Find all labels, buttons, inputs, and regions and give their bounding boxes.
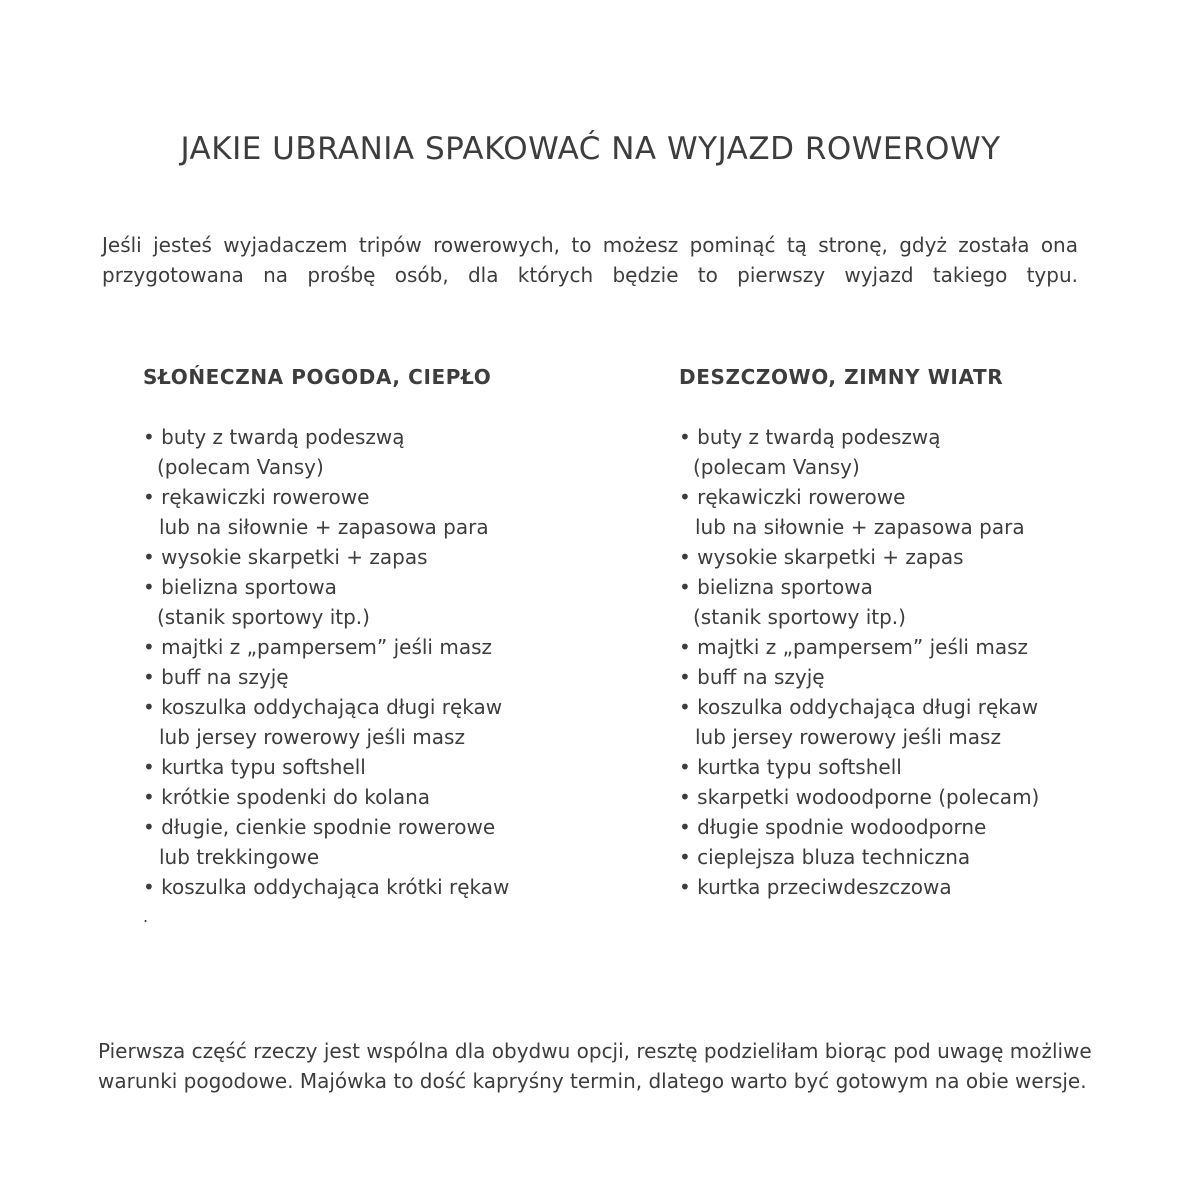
list-item-text: • kurtka typu softshell [679,755,902,779]
list-item-continuation: lub jersey rowerowy jeśli masz [159,725,465,749]
sunny-weather-list [143,422,543,902]
list-item-continuation: lub na siłownie + zapasowa para [695,515,1025,539]
list-item-text: • bielizna sportowa [143,575,337,599]
list-item [143,482,543,542]
list-item-text: • długie spodnie wodoodporne [679,815,987,839]
list-item-continuation: (polecam Vansy) [693,455,860,479]
list-item [679,842,1079,872]
list-item-continuation: (stanik sportowy itp.) [157,605,370,629]
stray-dot: . [143,907,149,926]
list-item-continuation: lub na siłownie + zapasowa para [159,515,489,539]
list-item-text: • buff na szyję [679,665,825,689]
list-item [679,872,1079,902]
list-item [143,572,543,632]
list-item [679,752,1079,782]
closing-line-1: Pierwsza część rzeczy jest wspólna dla obydwu opcji, resztę podzieliłam biorąc pod uwagę możliwe [98,1039,1092,1063]
list-item [679,812,1079,842]
closing-line-2: warunki pogodowe. Majówka to dość kapryśny termin, dlatego warto być gotowym na obie wersje. [98,1069,1087,1093]
list-item-continuation: (stanik sportowy itp.) [693,605,906,629]
list-item [679,482,1079,542]
closing-paragraph [98,1036,1092,1096]
list-item [679,572,1079,632]
intro-paragraph: Jeśli jesteś wyjadaczem tripów rowerowych, to możesz pominąć tą stronę, gdyż została ona przygotowana na prośbę osób, dla których będzie to pierwszy wyjazd takiego typu. [102,233,1078,287]
sunny-weather-heading: SŁOŃECZNA POGODA, CIEPŁO [143,365,492,389]
list-item-text: • koszulka oddychająca długi rękaw [143,695,503,719]
rainy-weather-heading: DESZCZOWO, ZIMNY WIATR [679,365,1004,389]
list-item [679,692,1079,752]
list-item-text: • buty z twardą podeszwą [143,425,405,449]
list-item-text: • kurtka przeciwdeszczowa [679,875,952,899]
list-item-text: • koszulka oddychająca krótki rękaw [143,875,510,899]
list-item-text: • buty z twardą podeszwą [679,425,941,449]
list-item [679,422,1079,482]
list-item [143,692,543,752]
list-item-text: • rękawiczki rowerowe [143,485,370,509]
rainy-weather-list [679,422,1079,902]
list-item [143,752,543,782]
page-title: JAKIE UBRANIA SPAKOWAĆ NA WYJAZD ROWEROWY [180,130,1001,167]
list-item [143,632,543,662]
list-item-text: • wysokie skarpetki + zapas [679,545,964,569]
list-item [143,422,543,482]
list-item-text: • rękawiczki rowerowe [679,485,906,509]
list-item [679,782,1079,812]
list-item [143,782,543,812]
list-item-text: • skarpetki wodoodporne (polecam) [679,785,1040,809]
list-item-text: • majtki z „pampersem” jeśli masz [143,635,492,659]
rainy-weather-column [679,362,1079,902]
list-item [143,872,543,902]
list-item [143,662,543,692]
list-item-text: • buff na szyję [143,665,289,689]
list-item-continuation: lub jersey rowerowy jeśli masz [695,725,1001,749]
list-item-text: • kurtka typu softshell [143,755,366,779]
list-item-continuation: (polecam Vansy) [157,455,324,479]
sunny-weather-column [143,362,543,932]
list-item [143,542,543,572]
list-item-text: • krótkie spodenki do kolana [143,785,431,809]
list-item [679,542,1079,572]
list-item-text: • długie, cienkie spodnie rowerowe [143,815,496,839]
list-item-continuation: lub trekkingowe [159,845,320,869]
list-item [143,812,543,872]
list-item-text: • bielizna sportowa [679,575,873,599]
list-item-text: • wysokie skarpetki + zapas [143,545,428,569]
list-item [679,632,1079,662]
list-item-text: • koszulka oddychająca długi rękaw [679,695,1039,719]
list-item [679,662,1079,692]
list-item-text: • cieplejsza bluza techniczna [679,845,971,869]
list-item-text: • majtki z „pampersem” jeśli masz [679,635,1028,659]
